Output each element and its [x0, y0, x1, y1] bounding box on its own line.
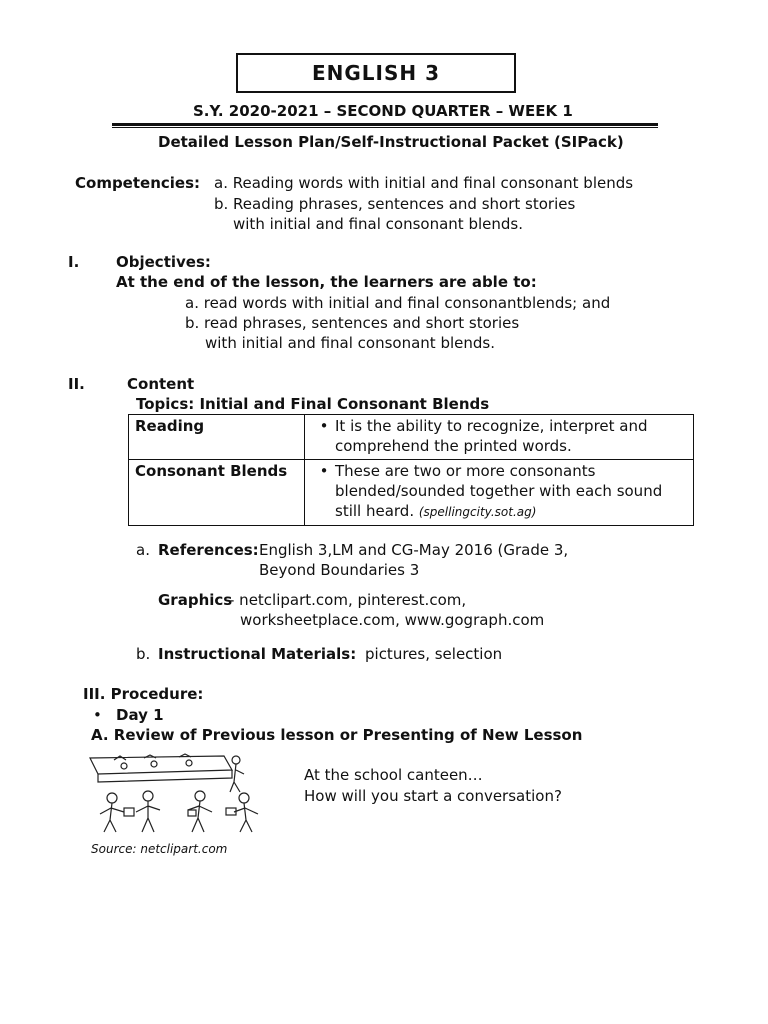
- canteen-illustration: [84, 752, 274, 840]
- content-heading: Content: [127, 375, 195, 393]
- references-marker: a.: [136, 541, 150, 559]
- competency-item-b: b. Reading phrases, sentences and short stories: [214, 195, 576, 213]
- bullet-icon: •: [319, 417, 329, 435]
- topics-line: Topics: Initial and Final Consonant Blends: [136, 395, 490, 413]
- competencies-label: Competencies:: [75, 174, 201, 192]
- table-definition: These are two or more consonants blended/sounded together with each sound still heard.: [335, 462, 663, 520]
- references-value-2: Beyond Boundaries 3: [259, 561, 420, 579]
- materials-label: Instructional Materials:: [158, 645, 357, 663]
- bullet-icon: •: [319, 462, 329, 480]
- references-value-1: English 3,LM and CG-May 2016 (Grade 3,: [259, 541, 569, 559]
- references-label: References:: [158, 541, 259, 559]
- objectives-intro: At the end of the lesson, the learners are able to:: [116, 273, 537, 291]
- table-row: [129, 460, 694, 526]
- objective-item-b-cont: with initial and final consonant blends.: [205, 334, 495, 352]
- document-title: ENGLISH 3: [236, 53, 516, 93]
- table-term: Reading: [129, 415, 305, 460]
- image-source-caption: Source: netclipart.com: [91, 842, 228, 856]
- materials-value: pictures, selection: [365, 645, 503, 663]
- topics-table: [128, 414, 694, 526]
- table-term: Consonant Blends: [129, 460, 305, 526]
- table-definition-cell: [305, 415, 694, 460]
- header-rule-thin: [112, 127, 658, 128]
- objective-item-b: b. read phrases, sentences and short stories: [185, 314, 520, 332]
- bullet-icon: •: [93, 706, 102, 724]
- procedure-heading: III. Procedure:: [83, 685, 204, 703]
- day-label: Day 1: [116, 706, 164, 724]
- materials-marker: b.: [136, 645, 151, 663]
- competency-item-a: a. Reading words with initial and final consonant blends: [214, 174, 634, 192]
- table-row: [129, 415, 694, 460]
- graphics-label: Graphics: [158, 591, 233, 609]
- table-source: (spellingcity.sot.ag): [418, 505, 537, 519]
- section-a-heading: A. Review of Previous lesson or Presenting of New Lesson: [91, 726, 583, 744]
- graphics-value-2: worksheetplace.com, www.gograph.com: [240, 611, 545, 629]
- objective-item-a: a. read words with initial and final consonantblends; and: [185, 294, 611, 312]
- objectives-numeral: I.: [68, 253, 80, 271]
- header-rule-thick: [112, 123, 658, 126]
- content-numeral: II.: [68, 375, 85, 393]
- prompt-line-1: At the school canteen…: [304, 766, 483, 784]
- table-definition-cell: [305, 460, 694, 526]
- graphics-value-1: - netclipart.com, pinterest.com,: [229, 591, 467, 609]
- objectives-heading: Objectives:: [116, 253, 211, 271]
- table-definition: It is the ability to recognize, interpret and comprehend the printed words.: [335, 417, 648, 455]
- school-year-line: S.Y. 2020-2021 – SECOND QUARTER – WEEK 1: [193, 102, 573, 120]
- prompt-line-2: How will you start a conversation?: [304, 787, 562, 805]
- competency-item-b-cont: with initial and final consonant blends.: [233, 215, 523, 233]
- document-subtitle: Detailed Lesson Plan/Self-Instructional Packet (SIPack): [158, 133, 624, 151]
